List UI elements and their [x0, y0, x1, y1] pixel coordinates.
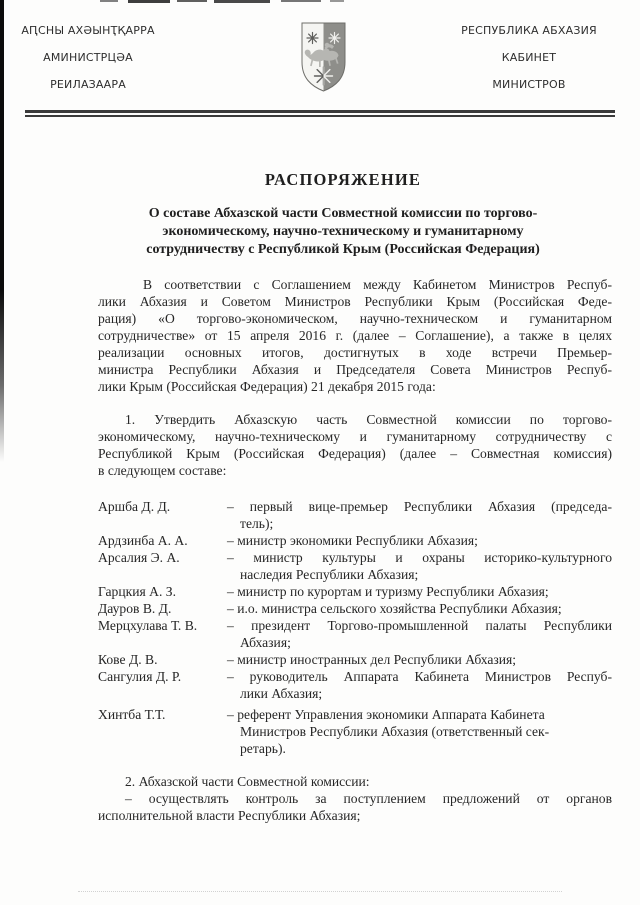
item1-line: экономическому, научно-техническому и гуманитарному сотрудничеству с: [98, 429, 612, 444]
subject-line: экономическому, научно-техническому и гуманитарному: [162, 224, 524, 239]
scan-top-mark: [128, 0, 170, 3]
member-role-line: Абхазия;: [240, 635, 291, 650]
preamble-line: сотрудничестве» от 15 апреля 2016 г. (далее – Соглашение), а также в целях: [98, 328, 612, 343]
member-role: [227, 583, 612, 600]
preamble-line: В соответствии с Соглашением между Кабинетом Министров Респуб-: [143, 277, 612, 292]
preamble-line: реализации основных итогов, достигнутых в ходе встречи Премьер-: [98, 345, 612, 360]
letterhead-line: РЕИЛАЗААРА: [50, 78, 126, 91]
item1-line: 1. Утвердить Абхазскую часть Совместной комиссии по торгово-: [125, 412, 612, 427]
member-name: Дауров В. Д.: [98, 601, 172, 616]
item1-paragraph: [98, 411, 612, 479]
member-role-line: – президент Торгово-промышленной палаты Республики: [227, 618, 612, 633]
member-name: Мерцхулава Т. В.: [98, 618, 198, 633]
member-row: [98, 706, 612, 757]
letterhead-double-rule: [25, 110, 615, 117]
item2-paragraph: [98, 773, 612, 824]
scan-edge-artifact: [0, 0, 4, 465]
member-name: Аршба Д. Д.: [98, 499, 171, 514]
scan-top-mark: [177, 0, 207, 2]
scan-top-mark: [281, 0, 321, 2]
member-role-line: – и.о. министра сельского хозяйства Республики Абхазия;: [227, 601, 562, 616]
member-role-line: – министр экономики Республики Абхазия;: [227, 533, 478, 548]
member-row: [98, 651, 612, 668]
document-title-block: [98, 169, 612, 190]
item2-heading: 2. Абхазской части Совместной комиссии:: [125, 774, 370, 789]
letterhead-abkhazian: [13, 17, 163, 98]
scan-top-mark: [100, 0, 118, 2]
scan-top-mark: [330, 0, 344, 2]
preamble-paragraph: [98, 276, 612, 395]
subject-line: сотрудничеству с Республикой Крым (Российская Федерация): [146, 242, 540, 257]
document-title: РАСПОРЯЖЕНИЕ: [264, 170, 422, 189]
member-role-line: – министр культуры и охраны историко-культурного: [227, 550, 612, 565]
member-role-line: Министров Республики Абхазия (ответственный сек-: [240, 724, 550, 739]
item1-line: Республикой Крым (Российская Федерация) (далее – Совместная комиссия): [98, 446, 612, 461]
member-name: Гарцкия А. З.: [98, 584, 176, 599]
member-name: Кове Д. В.: [98, 652, 158, 667]
member-role: [227, 600, 612, 617]
member-role: [227, 651, 612, 668]
letterhead-line: АМИНИСТРЦӘА: [43, 51, 133, 64]
letterhead-line: КАБИНЕТ: [501, 51, 557, 64]
preamble-line: лики Абхазия и Советом Министров Республики Крым (Российская Феде-: [98, 294, 612, 309]
letterhead-line: РЕСПУБЛИКА АБХАЗИЯ: [461, 24, 597, 37]
member-name: Ардзинба А. А.: [98, 533, 188, 548]
document-subject: [98, 205, 612, 259]
subject-line: О составе Абхазской части Совместной комиссии по торгово-: [148, 206, 538, 221]
member-role-line: – референт Управления экономики Аппарата Кабинета: [227, 707, 545, 722]
commission-member-list: [98, 498, 612, 757]
preamble-line: министра Республики Абхазия и Председателя Совета Министров Респуб-: [98, 362, 612, 377]
member-role-line: – руководитель Аппарата Кабинета Министров Респуб-: [227, 669, 612, 684]
item2-line: исполнительной власти Республики Абхазия;: [98, 808, 361, 823]
member-name: Арсалия Э. А.: [98, 550, 180, 565]
member-role: [227, 706, 612, 757]
member-name: Хинтба Т.Т.: [98, 707, 166, 722]
item2-line: – осуществлять контроль за поступлением предложений от органов: [125, 791, 612, 806]
member-role-line: – первый вице-премьер Республики Абхазия (председа-: [227, 499, 612, 514]
letterhead-russian: [454, 17, 604, 98]
member-row: [98, 532, 612, 549]
member-role: [227, 532, 612, 549]
member-row: [98, 617, 612, 651]
member-name: Сангулия Д. Р.: [98, 669, 182, 684]
scan-top-mark: [214, 0, 270, 3]
member-row: [98, 498, 612, 532]
preamble-line: лики Крым (Российская Федерация) 21 декабря 2015 года:: [98, 379, 436, 394]
member-row: [98, 668, 612, 702]
member-role-line: тель);: [240, 516, 274, 531]
scan-bottom-speckle: [78, 891, 562, 892]
member-role-line: – министр иностранных дел Республики Абхазия;: [227, 652, 517, 667]
item1-line: в следующем составе:: [98, 463, 227, 478]
letterhead-line: МИНИСТРОВ: [492, 78, 566, 91]
member-role: [227, 549, 612, 583]
member-role-line: наследия Республики Абхазия;: [240, 567, 419, 582]
member-role-line: лики Абхазия;: [240, 686, 323, 701]
member-role: [227, 668, 612, 702]
letterhead-line: АԤСНЫ АХӘЫНҬҚАРРА: [21, 24, 155, 37]
preamble-line: рация) «О торгово-экономическом, научно-техническом и гуманитарном: [98, 311, 612, 326]
member-role: [227, 498, 612, 532]
member-role-line: – министр по курортам и туризму Республики Абхазия;: [227, 584, 549, 599]
member-row: [98, 549, 612, 583]
member-row: [98, 600, 612, 617]
member-role-line: ретарь).: [240, 741, 286, 756]
abkhazia-coat-of-arms-icon: [298, 20, 349, 95]
member-row: [98, 583, 612, 600]
member-role: [227, 617, 612, 651]
